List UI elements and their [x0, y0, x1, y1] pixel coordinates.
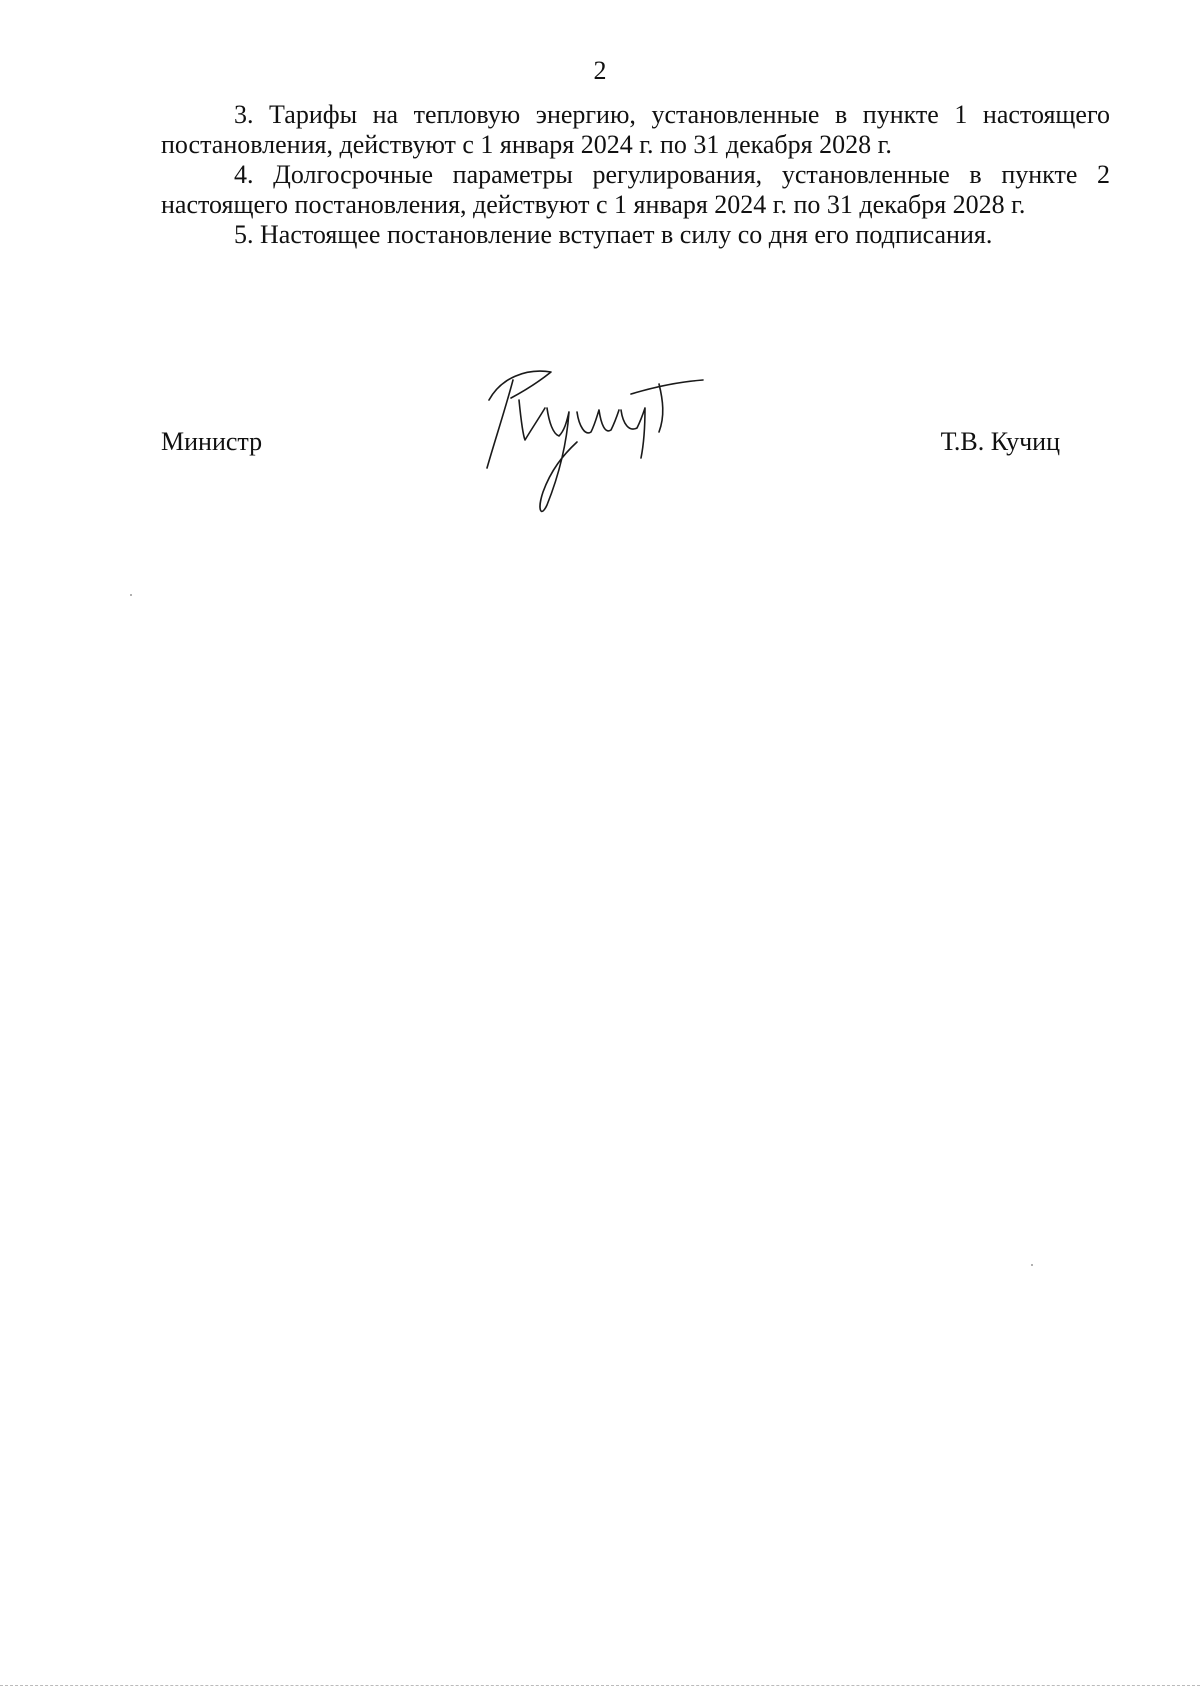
- handwritten-signature: [481, 360, 711, 525]
- paragraph-4: 4. Долгосрочные параметры регулирования, установленные в пункте 2 настоящего постановления, действуют с 1 января 2024 г. по 31 декабря 2028 г.: [161, 160, 1110, 219]
- scan-speck: [130, 594, 132, 596]
- signer-name: Т.В. Кучиц: [940, 427, 1060, 456]
- paragraph-5: 5. Настоящее постановление вступает в силу со дня его подписания.: [234, 220, 993, 249]
- scan-edge-line: [0, 1685, 1200, 1687]
- document-body: [161, 100, 1110, 250]
- paragraph-3: 3. Тарифы на тепловую энергию, установленные в пункте 1 настоящего постановления, действуют с 1 января 2024 г. по 31 декабря 2028 г.: [161, 100, 1110, 159]
- scan-speck: [1031, 1264, 1033, 1266]
- page-number: 2: [593, 56, 607, 85]
- signer-title: Министр: [161, 427, 263, 456]
- signature-block: [161, 360, 1110, 530]
